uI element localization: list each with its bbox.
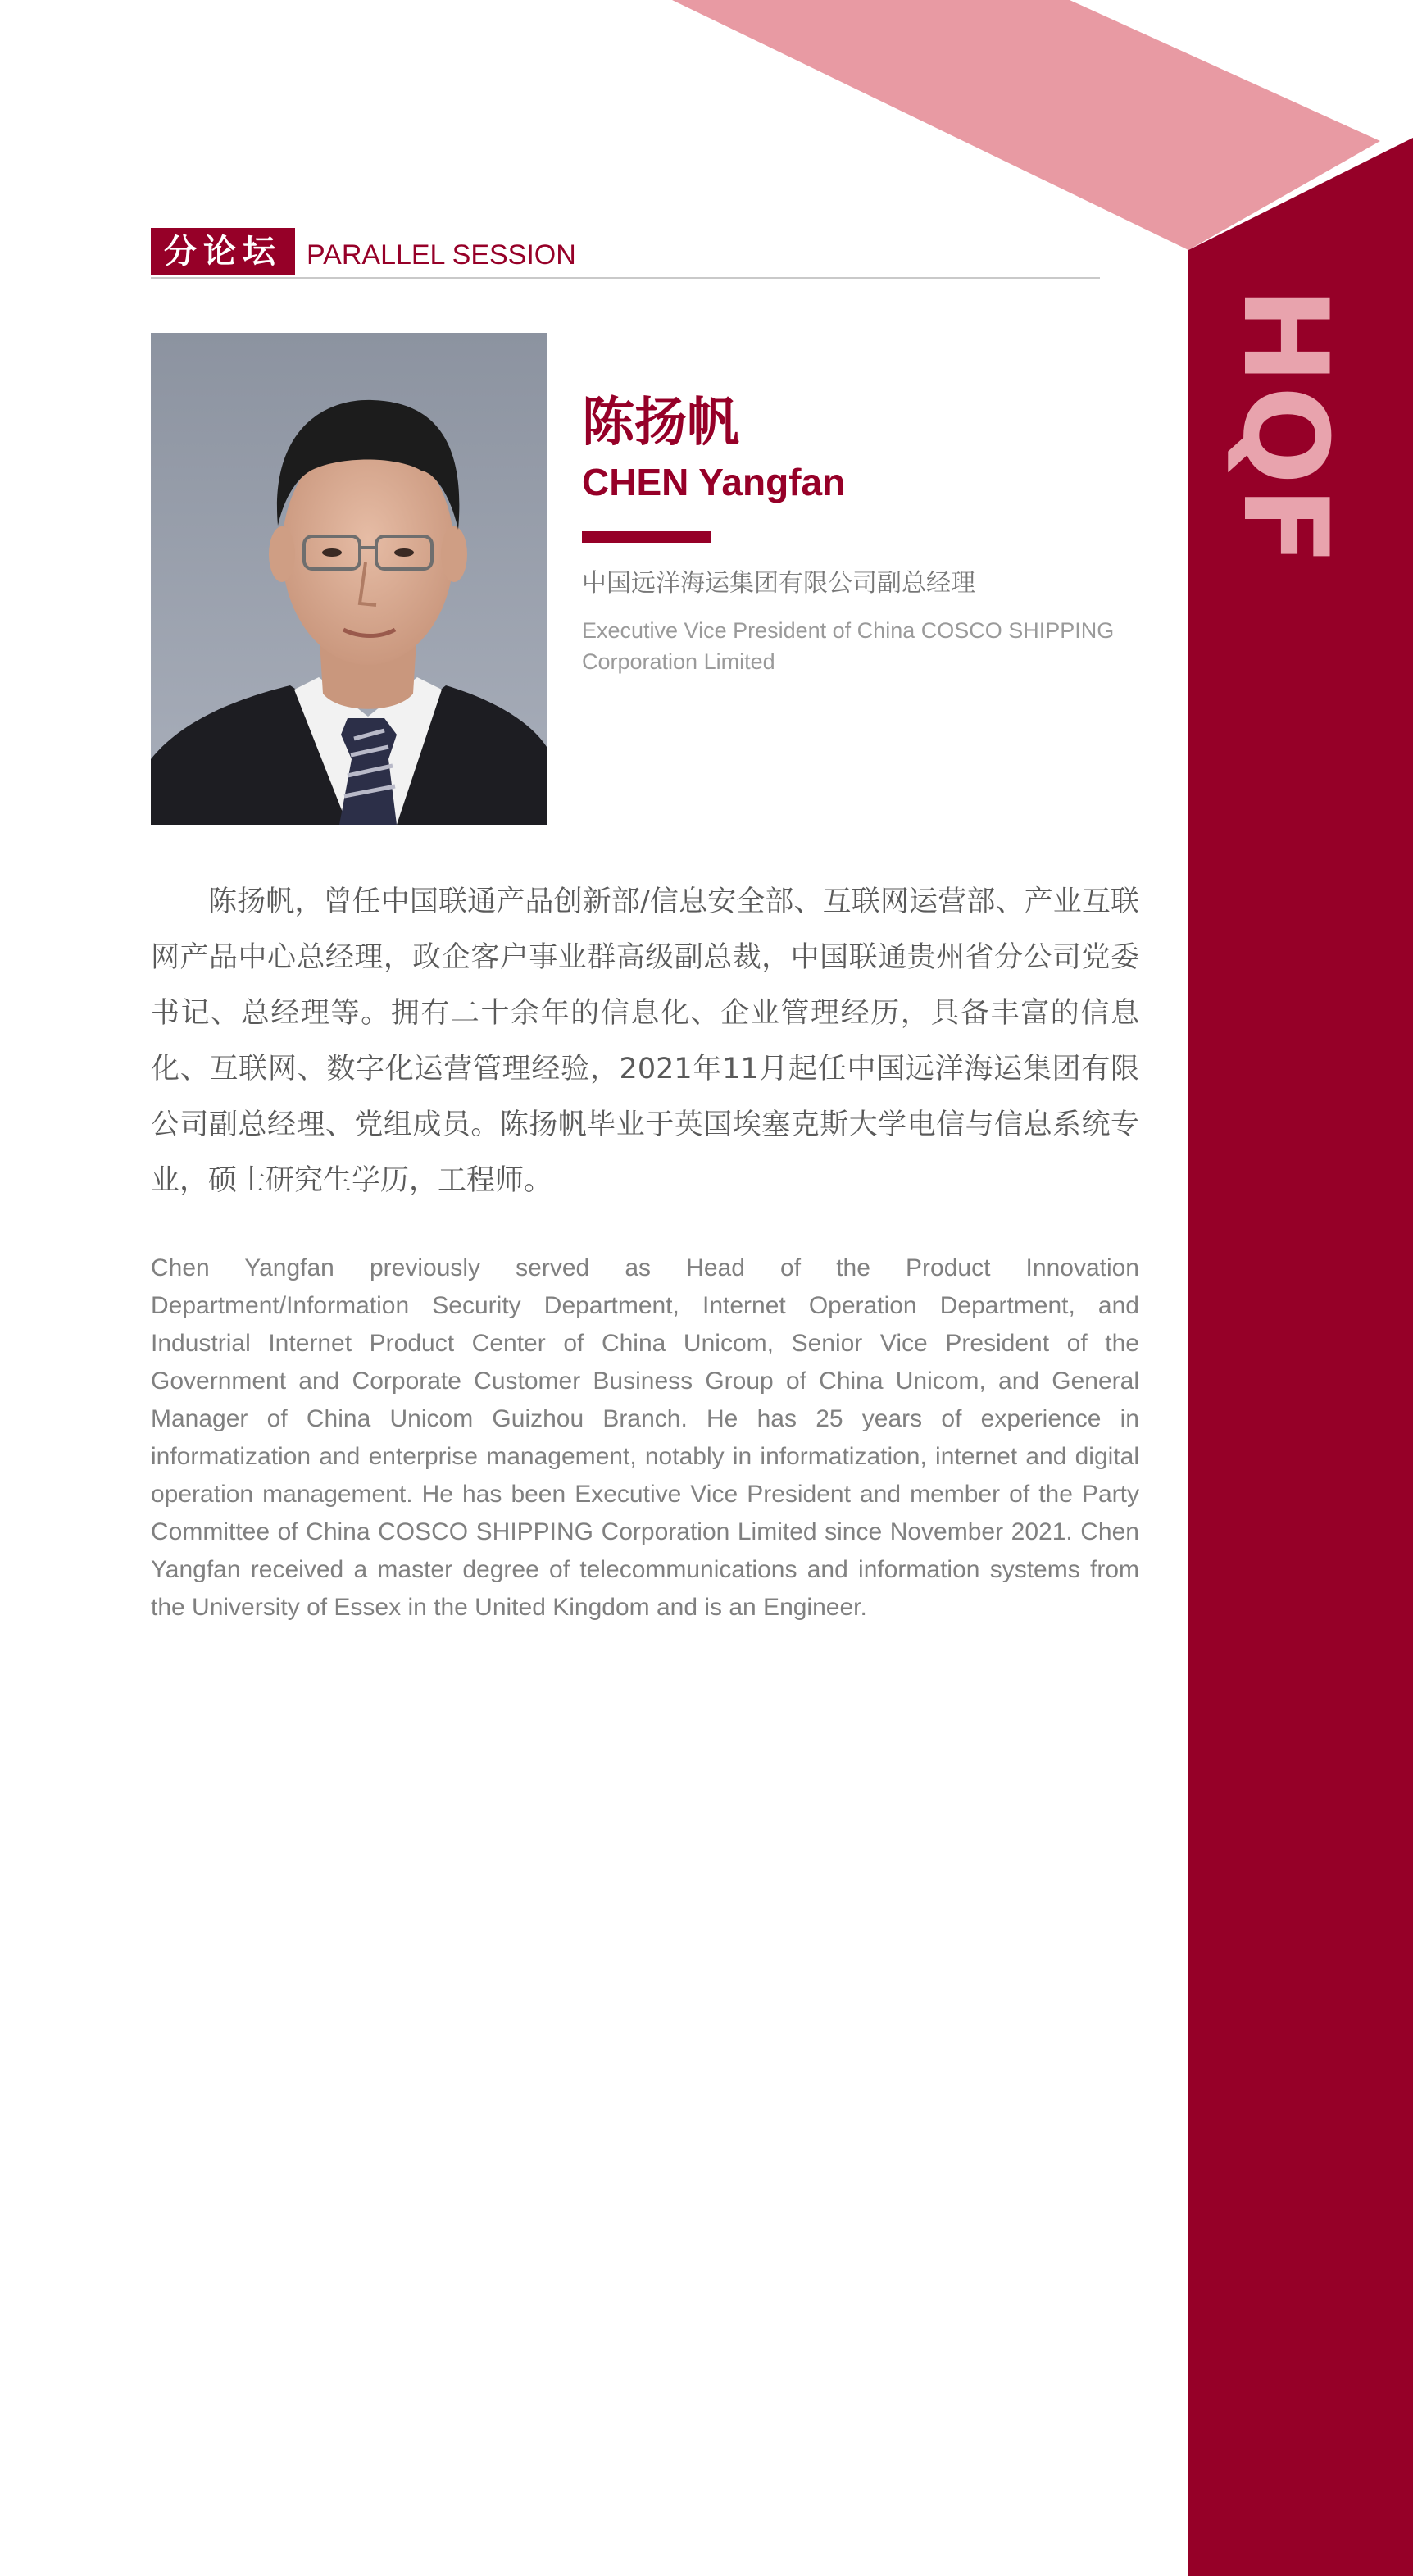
speaker-title-zh: 中国远洋海运集团有限公司副总经理 — [582, 569, 975, 598]
session-tag-zh: 分论坛 — [151, 228, 295, 275]
speaker-name-zh: 陈扬帆 — [582, 393, 739, 453]
session-header — [151, 228, 1100, 279]
speaker-title-en: Executive Vice President of China COSCO SHIPPING Corporation Limited — [582, 618, 1115, 674]
hqf-vertical-logo — [1217, 286, 1352, 568]
speaker-portrait-photo — [151, 333, 547, 825]
hqf-logo-text: HQF — [1217, 286, 1352, 568]
bio-paragraph-zh: 陈扬帆，曾任中国联通产品创新部/信息安全部、互联网运营部、产业互联网产品中心总经理，政企客户事业群高级副总裁，中国联通贵州省分公司党委书记、总经理等。拥有二十余年的信息化、企业管理经历，具备丰富的信息化、互联网、数字化运营管理经验，2021年11月起任中国远洋海运集团有限公司副总经理、党组成员。陈扬帆毕业于英国埃塞克斯大学电信与信息系统专业，硕士研究生学历，工程师。 — [151, 885, 1139, 1197]
name-underline-bar — [582, 531, 711, 543]
session-tag-en: PARALLEL SESSION — [307, 239, 576, 271]
bio-paragraph-en: Chen Yangfan previously served as Head of the Product Innovation Department/Information Security Department, Internet Operation Department, and Industrial Internet Product Center of China Unicom, Senior Vice President of the Government and Corporate Customer Business Group of China Unicom, and General Manager of China Unicom Guizhou Branch. He has 25 years of experience in informatization and enterprise management, notably in informatization, internet and digital operation management. He has been Executive Vice President and member of the Party Committee of China COSCO SHIPPING Corporation Limited since November 2021. Chen Yangfan received a master degree of telecommunications and information systems from the University of Essex in the United Kingdom and is an Engineer. — [151, 1254, 1139, 1621]
speaker-name-en: CHEN Yangfan — [582, 461, 846, 503]
